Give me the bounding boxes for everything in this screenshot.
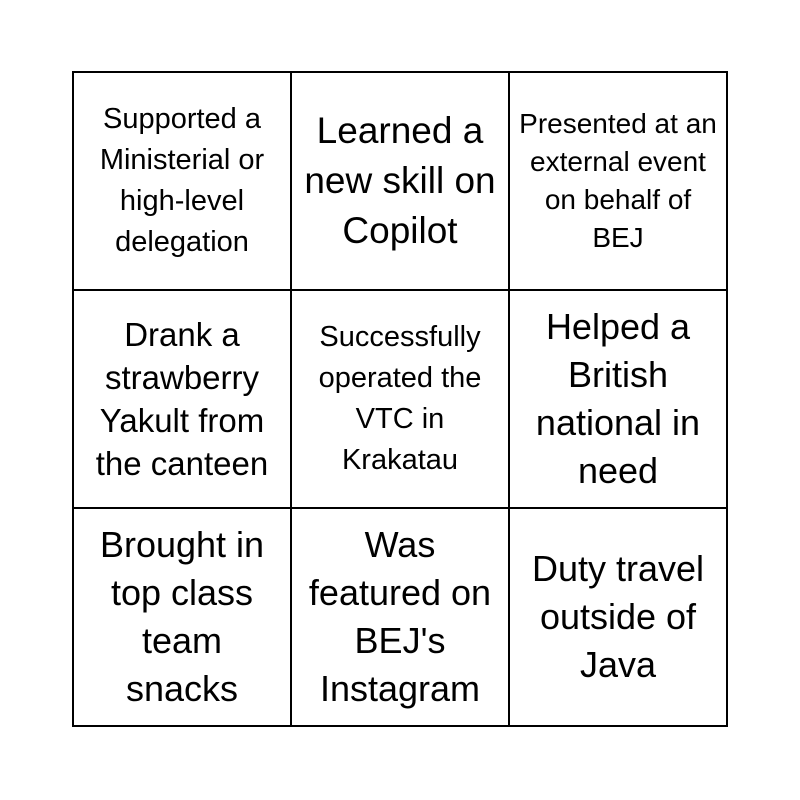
- bingo-cell-text: Drank a strawberry Yakult from the canteen: [95, 316, 269, 482]
- bingo-cell-text: Brought in top class team snacks: [99, 524, 265, 709]
- bingo-cell-text: Supported a Ministerial or high-level delegation: [99, 103, 265, 258]
- bingo-cell[interactable]: [74, 509, 292, 725]
- bingo-cell-text: Successfully operated the VTC in Krakatau: [318, 321, 482, 476]
- bingo-cell[interactable]: [292, 73, 510, 291]
- bingo-cell[interactable]: [510, 73, 726, 291]
- bingo-cell[interactable]: [74, 73, 292, 291]
- bingo-cell[interactable]: [292, 509, 510, 725]
- bingo-cell[interactable]: [292, 291, 510, 509]
- bingo-cell-text: Learned a new skill on Copilot: [304, 110, 496, 251]
- bingo-card: [72, 71, 728, 727]
- bingo-cell-text: Was featured on BEJ's Instagram: [308, 524, 492, 709]
- bingo-cell-text: Presented at an external event on behalf of BEJ: [519, 108, 717, 253]
- bingo-cell[interactable]: [510, 509, 726, 725]
- bingo-cell[interactable]: [74, 291, 292, 509]
- bingo-cell-text: Helped a British national in need: [535, 306, 701, 491]
- bingo-cell[interactable]: [510, 291, 726, 509]
- bingo-cell-text: Duty travel outside of Java: [531, 548, 705, 685]
